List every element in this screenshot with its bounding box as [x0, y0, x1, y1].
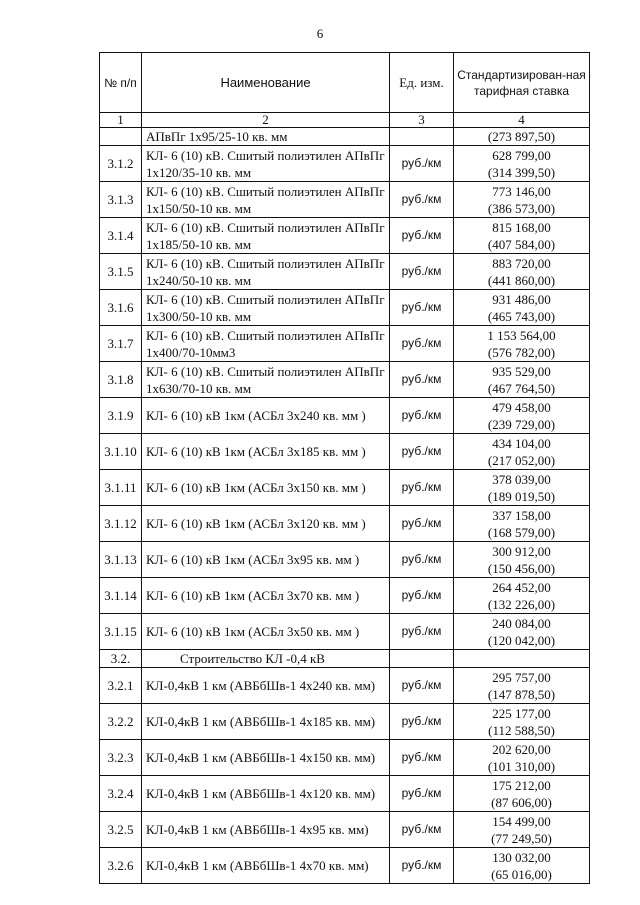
row-name: КЛ- 6 (10) кВ 1км (АСБл 3х95 кв. мм )	[142, 542, 390, 578]
row-unit: руб./км	[390, 218, 454, 254]
rate-value-half: (576 782,00)	[487, 344, 556, 360]
rate-value: 479 458,00	[492, 399, 551, 415]
row-num	[100, 128, 142, 146]
row-num: 3.2.4	[100, 776, 142, 812]
rate-value: 300 912,00	[492, 543, 551, 559]
rate-value-half: (407 584,00)	[487, 236, 556, 252]
row-unit: руб./км	[390, 182, 454, 218]
rate-value: 154 499,00	[492, 813, 551, 829]
row-num: 3.2.1	[100, 668, 142, 704]
row-name: КЛ-0,4кВ 1 км (АВБбШв-1 4х95 кв. мм)	[142, 812, 390, 848]
row-num: 3.1.7	[100, 326, 142, 362]
row-name: КЛ- 6 (10) кВ 1км (АСБл 3х70 кв. мм )	[142, 578, 390, 614]
header-num: № п/п	[100, 53, 142, 113]
rate-value: 240 084,00	[492, 615, 551, 631]
row-name: КЛ-0,4кВ 1 км (АВБбШв-1 4х240 кв. мм)	[142, 668, 390, 704]
row-unit: руб./км	[390, 290, 454, 326]
row-name: КЛ- 6 (10) кВ 1км (АСБл 3х150 кв. мм )	[142, 470, 390, 506]
row-unit: руб./км	[390, 326, 454, 362]
row-rate	[454, 362, 590, 398]
rate-value-half: (150 456,00)	[487, 560, 556, 576]
rate-value-half: (465 743,00)	[487, 308, 556, 324]
row-num: 3.1.6	[100, 290, 142, 326]
row-rate	[454, 740, 590, 776]
row-unit: руб./км	[390, 848, 454, 884]
row-unit: руб./км	[390, 668, 454, 704]
rate-value: 628 799,00	[492, 147, 551, 163]
table-row	[100, 704, 590, 740]
column-number-row	[100, 113, 590, 128]
row-name: КЛ- 6 (10) кВ. Сшитый полиэтилен АПвПг 1х630/70-10 кв. мм	[142, 362, 390, 398]
rate-value-half: (217 052,00)	[487, 452, 556, 468]
rate-value: 935 529,00	[492, 363, 551, 379]
row-num: 3.1.14	[100, 578, 142, 614]
rate-value-half: (77 249,50)	[491, 830, 552, 846]
row-name: КЛ- 6 (10) кВ. Сшитый полиэтилен АПвПг 1х150/50-10 кв. мм	[142, 182, 390, 218]
row-unit: руб./км	[390, 362, 454, 398]
row-unit: руб./км	[390, 254, 454, 290]
row-num: 3.2.2	[100, 704, 142, 740]
row-name: КЛ- 6 (10) кВ. Сшитый полиэтилен АПвПг 1х240/50-10 кв. мм	[142, 254, 390, 290]
row-rate	[454, 506, 590, 542]
row-rate	[454, 812, 590, 848]
table-row	[100, 506, 590, 542]
rate-value-half: (168 579,00)	[487, 524, 556, 540]
row-unit: руб./км	[390, 740, 454, 776]
row-name: АПвПг 1х95/25-10 кв. мм	[142, 128, 390, 146]
row-rate	[454, 704, 590, 740]
rate-value-half: (65 016,00)	[491, 866, 552, 882]
section-rate	[454, 650, 590, 668]
rate-value: 883 720,00	[492, 255, 551, 271]
rate-value-half: (441 860,00)	[487, 272, 556, 288]
rate-value-half: (467 764,50)	[487, 380, 556, 396]
row-rate	[454, 326, 590, 362]
table-row	[100, 254, 590, 290]
row-num: 3.1.8	[100, 362, 142, 398]
table-row	[100, 614, 590, 650]
row-num: 3.1.4	[100, 218, 142, 254]
row-unit: руб./км	[390, 542, 454, 578]
rate-value-half: (112 588,50)	[488, 722, 555, 738]
row-unit: руб./км	[390, 704, 454, 740]
rate-value-half: (87 606,00)	[491, 794, 552, 810]
row-num: 3.1.13	[100, 542, 142, 578]
row-name: КЛ- 6 (10) кВ 1км (АСБл 3х120 кв. мм )	[142, 506, 390, 542]
row-name: КЛ-0,4кВ 1 км (АВБбШв-1 4х70 кв. мм)	[142, 848, 390, 884]
row-num: 3.2.5	[100, 812, 142, 848]
row-rate	[454, 848, 590, 884]
row-name: КЛ- 6 (10) кВ 1км (АСБл 3х185 кв. мм )	[142, 434, 390, 470]
row-num: 3.2.3	[100, 740, 142, 776]
row-num: 3.1.12	[100, 506, 142, 542]
row-rate	[454, 776, 590, 812]
rate-value: 773 146,00	[492, 183, 551, 199]
row-rate	[454, 542, 590, 578]
row-name: КЛ-0,4кВ 1 км (АВБбШв-1 4х150 кв. мм)	[142, 740, 390, 776]
rate-value: 225 177,00	[492, 705, 551, 721]
column-number: 4	[454, 113, 590, 128]
rate-value: 378 039,00	[492, 471, 551, 487]
rate-value: 202 620,00	[492, 741, 551, 757]
row-rate	[454, 182, 590, 218]
table-row	[100, 182, 590, 218]
rate-value: 295 757,00	[492, 669, 551, 685]
row-rate: (273 897,50)	[454, 128, 590, 146]
row-name: КЛ- 6 (10) кВ. Сшитый полиэтилен АПвПг 1х120/35-10 кв. мм	[142, 146, 390, 182]
table-row	[100, 740, 590, 776]
rate-value-half: (189 019,50)	[487, 488, 556, 504]
table-row	[100, 848, 590, 884]
rate-value: 175 212,00	[492, 777, 551, 793]
table-row	[100, 776, 590, 812]
row-rate	[454, 470, 590, 506]
row-num: 3.1.5	[100, 254, 142, 290]
column-number: 2	[142, 113, 390, 128]
rate-value: 130 032,00	[492, 849, 551, 865]
table-row	[100, 434, 590, 470]
column-number: 1	[100, 113, 142, 128]
row-rate	[454, 290, 590, 326]
row-rate	[454, 614, 590, 650]
row-rate	[454, 668, 590, 704]
table-row	[100, 398, 590, 434]
section-row	[100, 650, 590, 668]
table-row	[100, 146, 590, 182]
rate-value: 931 486,00	[492, 291, 551, 307]
table-row	[100, 542, 590, 578]
row-name: КЛ- 6 (10) кВ. Сшитый полиэтилен АПвПг 1х400/70-10мм3	[142, 326, 390, 362]
row-unit: руб./км	[390, 470, 454, 506]
table-row	[100, 362, 590, 398]
rate-value-half: (239 729,00)	[487, 416, 556, 432]
row-num: 3.1.15	[100, 614, 142, 650]
row-num: 3.1.3	[100, 182, 142, 218]
table-header-row	[100, 53, 590, 113]
rate-value-half: (101 310,00)	[487, 758, 556, 774]
row-rate	[454, 434, 590, 470]
row-num: 3.1.9	[100, 398, 142, 434]
header-rate: Стандартизирован-ная тарифная ставка	[454, 53, 590, 113]
table-row	[100, 470, 590, 506]
rate-value: 1 153 564,00	[487, 327, 556, 343]
row-num: 3.1.11	[100, 470, 142, 506]
row-rate	[454, 398, 590, 434]
header-unit: Ед. изм.	[390, 53, 454, 113]
table-row	[100, 812, 590, 848]
section-unit	[390, 650, 454, 668]
row-unit: руб./км	[390, 398, 454, 434]
column-number: 3	[390, 113, 454, 128]
page-number: 6	[316, 26, 324, 41]
row-name: КЛ- 6 (10) кВ 1км (АСБл 3х240 кв. мм )	[142, 398, 390, 434]
row-unit: руб./км	[390, 146, 454, 182]
rate-value: 815 168,00	[492, 219, 551, 235]
row-unit: руб./км	[390, 506, 454, 542]
rate-value: 264 452,00	[492, 579, 551, 595]
table-row	[100, 578, 590, 614]
rate-value-half: (147 878,50)	[487, 686, 556, 702]
row-name: КЛ-0,4кВ 1 км (АВБбШв-1 4х120 кв. мм)	[142, 776, 390, 812]
rate-value-half: (132 226,00)	[487, 596, 556, 612]
continuation-row	[100, 128, 590, 146]
row-unit: руб./км	[390, 812, 454, 848]
row-rate	[454, 218, 590, 254]
tariff-table	[99, 52, 590, 884]
rate-value: 434 104,00	[492, 435, 551, 451]
row-unit: руб./км	[390, 578, 454, 614]
rate-value-half: (120 042,00)	[487, 632, 556, 648]
row-rate	[454, 254, 590, 290]
row-name: КЛ- 6 (10) кВ. Сшитый полиэтилен АПвПг 1х185/50-10 кв. мм	[142, 218, 390, 254]
section-num: 3.2.	[100, 650, 142, 668]
rate-value-half: (314 399,50)	[487, 164, 556, 180]
row-unit: руб./км	[390, 614, 454, 650]
row-name: КЛ- 6 (10) кВ. Сшитый полиэтилен АПвПг 1х300/50-10 кв. мм	[142, 290, 390, 326]
row-unit: руб./км	[390, 434, 454, 470]
row-unit	[390, 128, 454, 146]
section-title: Строительство КЛ -0,4 кВ	[142, 650, 390, 668]
table-row	[100, 668, 590, 704]
row-unit: руб./км	[390, 776, 454, 812]
row-num: 3.2.6	[100, 848, 142, 884]
row-num: 3.1.2	[100, 146, 142, 182]
row-name: КЛ-0,4кВ 1 км (АВБбШв-1 4х185 кв. мм)	[142, 704, 390, 740]
row-name: КЛ- 6 (10) кВ 1км (АСБл 3х50 кв. мм )	[142, 614, 390, 650]
header-name: Наименование	[142, 53, 390, 113]
table-row	[100, 326, 590, 362]
rate-value-half: (386 573,00)	[487, 200, 556, 216]
table-row	[100, 290, 590, 326]
table-row	[100, 218, 590, 254]
row-rate	[454, 146, 590, 182]
rate-value: 337 158,00	[492, 507, 551, 523]
row-rate	[454, 578, 590, 614]
row-num: 3.1.10	[100, 434, 142, 470]
